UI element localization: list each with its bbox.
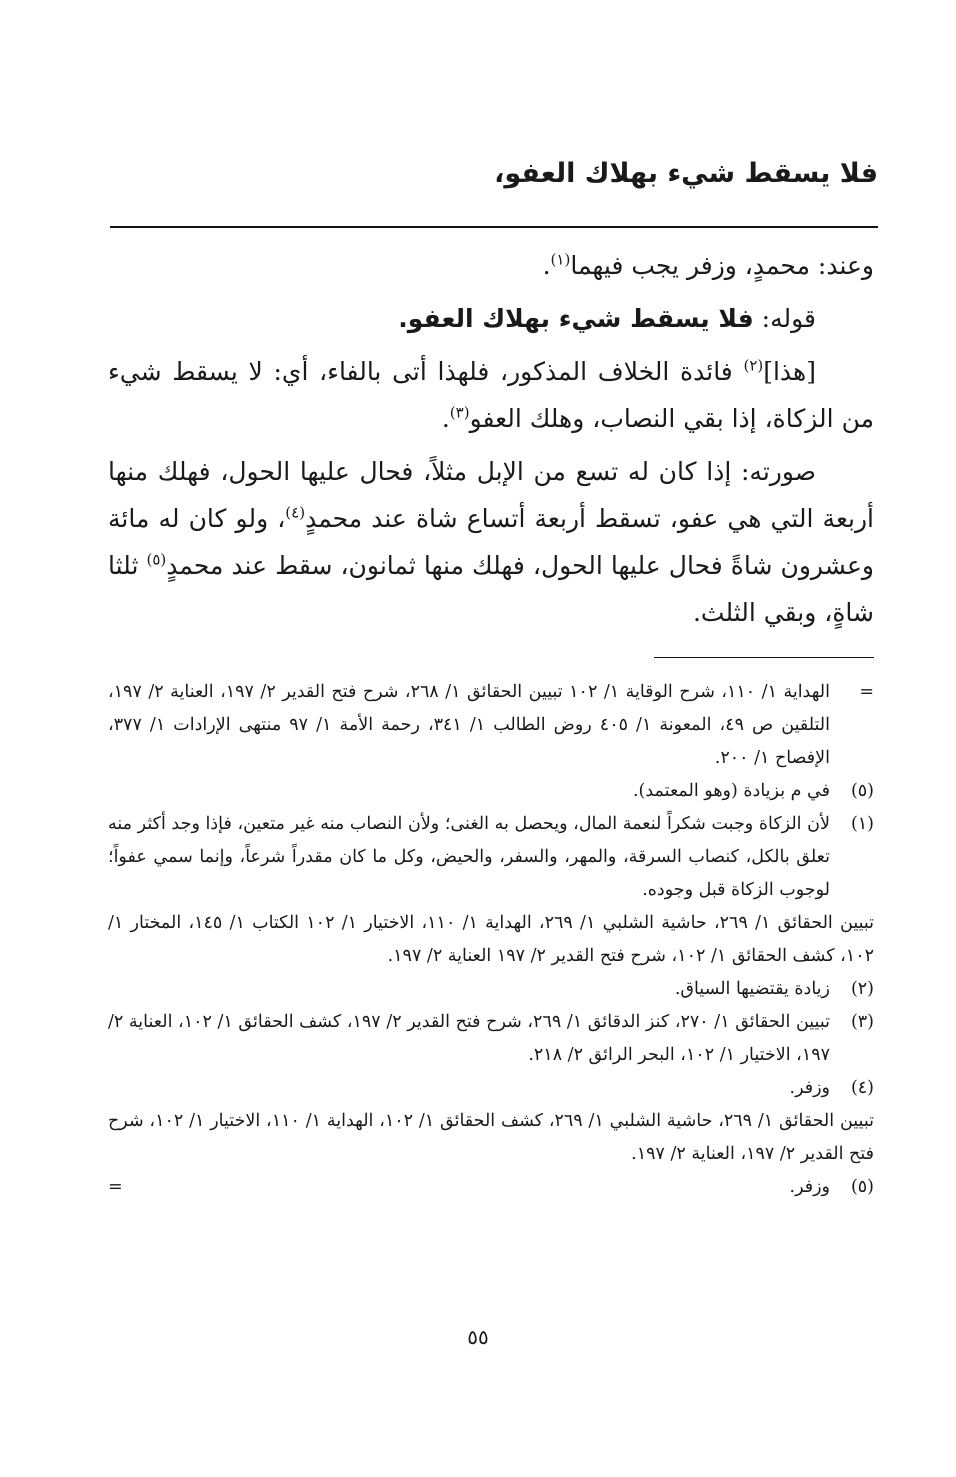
page-number: ٥٥ (467, 1325, 489, 1349)
footnote-prev-5 (108, 775, 874, 808)
footnote-5-text: وزفر. (789, 1177, 830, 1197)
footnote-3 (108, 1006, 874, 1072)
header-title: فلا يسقط شيء بهلاك العفو، (494, 158, 878, 189)
p3-end: . (441, 404, 450, 433)
footnote-continued-text: الهداية ١/ ١١٠، شرح الوقاية ١/ ١٠٢ تبيين الحقائق ١/ ٢٦٨، شرح فتح القدير ٢/ ١٩٧، العناية ٢/ ١٩٧، التلقين ص ٤٩، المعونة ١/ ٤٠٥ روض الطالب ١/ ٣٤١، رحمة الأمة ١/ ٩٧ منتهى الإرادات ١/ ٣٧٧، الإفصاح ١/ ٢٠٠. (108, 682, 830, 768)
footnote-3-mark: (٣) (850, 1012, 874, 1032)
p3-text: فائدة الخلاف المذكور، فلهذا أتى بالفاء، أي: لا يسقط شيء من الزكاة، إذا بقي النصاب، وهلك العفو (108, 357, 874, 433)
header-divider (110, 226, 878, 228)
footnote-ref-3: (٣) (449, 403, 470, 422)
footnote-2 (108, 973, 874, 1006)
footnote-prev-5-text: في م بزيادة (وهو المعتمد). (632, 781, 830, 801)
footnote-1 (108, 808, 874, 907)
p4-text-c: ثلثا شاةٍ، وبقي الثلث. (108, 551, 874, 627)
footnote-2-text: زيادة يقتضيها السياق. (674, 979, 830, 999)
continues-mark: = (108, 1177, 123, 1197)
p2-lead: قوله: (753, 304, 816, 333)
footnote-1-text: لأن الزكاة وجبت شكراً لنعمة المال، ويحصل به الغنى؛ ولأن النصاب منه غير متعين، فإذا وجد أكثر منه تعلق بالكل، كنصاب السرقة، والمهر، والسفر، والحيض، وكل ما كان مقدراً شرعاً، وإنما سمي عفواً؛ لوجوب الزكاة قبل وجوده. (108, 814, 830, 900)
continuation-mark: = (859, 682, 874, 702)
footnote-4 (108, 1072, 874, 1105)
footnote-1-mark: (١) (850, 814, 874, 834)
footnote-5-mark: (٥) (850, 1177, 874, 1197)
p3-bracket: [هذا] (763, 357, 816, 386)
footnote-5 (108, 1171, 874, 1204)
p4-text-b: ، ولو كان له مائة وعشرون شاةً فحال عليها الحول، فهلك منها ثمانون، سقط عند محمدٍ (108, 504, 874, 580)
main-text (108, 242, 874, 642)
footnote-4-mark: (٤) (850, 1078, 874, 1098)
paragraph-3 (108, 348, 874, 442)
running-header (110, 158, 878, 208)
footnote-ref-4: (٤) (285, 503, 306, 522)
footnote-2-mark: (٢) (850, 979, 874, 999)
footnote-continued (108, 676, 874, 775)
footnote-4-refs-text: تبيين الحقائق ١/ ٢٦٩، حاشية الشلبي ١/ ٢٦٩، كشف الحقائق ١/ ١٠٢، الهداية ١/ ١١٠، الاختيار ١/ ١٠٢، شرح فتح القدير ٢/ ١٩٧، العناية ٢/ ١٩٧. (108, 1111, 874, 1164)
p4-text-a: صورته: إذا كان له تسع من الإبل مثلاً، فحال عليها الحول، فهلك منها أربعة التي هي عفو، تسقط أربعة أتساع شاة عند محمدٍ (108, 457, 874, 533)
footnote-4-text: وزفر. (789, 1078, 830, 1098)
p2-quote: فلا يسقط شيء بهلاك العفو. (398, 304, 754, 333)
footnote-4-refs (108, 1105, 874, 1171)
p1-end: . (542, 251, 551, 280)
paragraph-1 (108, 242, 874, 289)
footnote-divider (654, 657, 874, 658)
p1-text: وعند: محمدٍ، وزفر يجب فيهما (570, 251, 874, 280)
footnotes (108, 676, 874, 1204)
paragraph-2 (108, 295, 874, 342)
footnote-1-refs (108, 907, 874, 973)
footnote-ref-5: (٥) (146, 550, 167, 569)
footnote-1-refs-text: تبيين الحقائق ١/ ٢٦٩، حاشية الشلبي ١/ ٢٦٩، الهداية ١/ ١١٠، الاختيار ١/ ١٠٢ الكتاب ١/ ١٤٥، المختار ١/ ١٠٢، كشف الحقائق ١/ ١٠٢، شرح فتح القدير ٢/ ١٩٧ العناية ٢/ ١٩٧. (108, 913, 875, 966)
footnote-3-text: تبيين الحقائق ١/ ٢٧٠، كنز الدقائق ١/ ٢٦٩، شرح فتح القدير ٢/ ١٩٧، كشف الحقائق ١/ ١٠٢، العناية ٢/ ١٩٧، الاختيار ١/ ١٠٢، البحر الرائق ٢/ ٢١٨. (108, 1012, 830, 1065)
footnote-ref-2: (٢) (743, 356, 764, 375)
footnote-prev-5-mark: (٥) (850, 781, 874, 801)
paragraph-4 (108, 448, 874, 636)
footnote-ref-1: (١) (550, 250, 571, 269)
